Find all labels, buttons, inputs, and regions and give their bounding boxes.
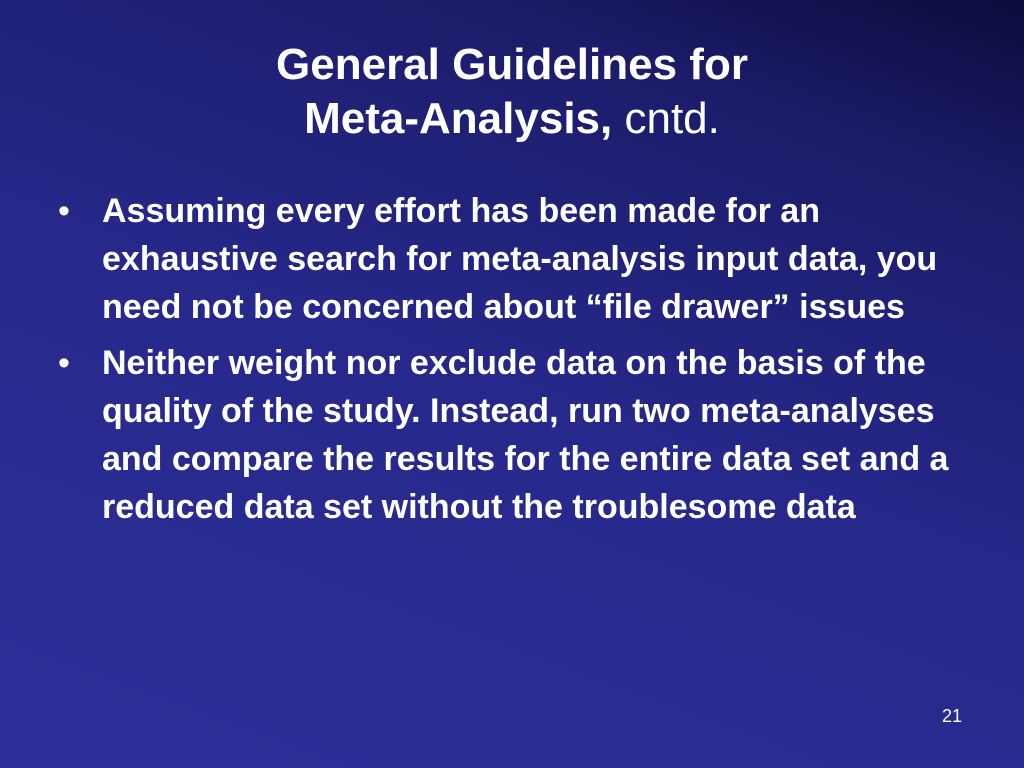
- bullet-text: Neither weight nor exclude data on the basis of the quality of the study. Instead, run two meta-analyses and compare the results for the entire data set and a reduced data set without the troublesome data: [102, 344, 949, 526]
- title-line-1: General Guidelines for: [276, 40, 748, 89]
- bullet-icon: •: [58, 344, 70, 382]
- bullet-list: [58, 187, 988, 539]
- page-number: 21: [941, 706, 962, 726]
- bullet-text: Assuming every effort has been made for an exhaustive search for meta-analysis input data, you need not be concerned about “file drawer” issues: [102, 192, 938, 326]
- bullet-icon: •: [58, 192, 70, 230]
- title-main: Meta-Analysis,: [304, 94, 613, 143]
- slide-title: [0, 38, 1024, 146]
- title-line-2: [0, 92, 1024, 146]
- bullet-item: [58, 187, 988, 331]
- title-suffix: cntd.: [624, 94, 720, 143]
- bullet-item: [58, 339, 988, 531]
